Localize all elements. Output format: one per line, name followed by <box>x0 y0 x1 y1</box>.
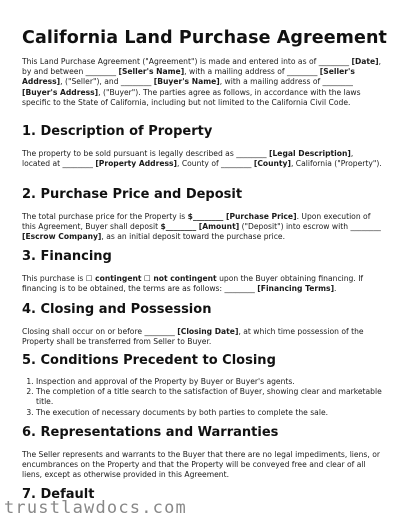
contingent-option: ☐ contingent <box>85 274 142 283</box>
section-5-heading: 5. Conditions Precedent to Closing <box>22 353 276 368</box>
conditions-list <box>22 377 383 418</box>
section-1 <box>22 124 383 169</box>
section-4 <box>22 302 383 347</box>
section-3-text: This purchase is ☐ contingent ☐ not contingent upon the Buyer obtaining financing. If financing is to be obtained, the terms are as follows: ________ [Financing Terms]. <box>22 274 364 294</box>
amount-field: [Amount] <box>198 222 240 232</box>
intro-text: This Land Purchase Agreement ("Agreement") is made and entered into as of ________ [Date], by and between ________ [Seller's Name], with a mailing address of ________ [Seller's Address], ("Seller"), and ________ [Buyer's Name], with a mailing address of ________ [Buyer's Address], ("Buyer"). The parties agree as follows, in accordance with the laws specific to the State of California, including but not limited to the California Civil Code. <box>22 57 382 107</box>
section-6 <box>22 425 383 481</box>
escrow-company-field: [Escrow Company] <box>22 232 102 242</box>
amount-blank: $________ <box>160 222 199 232</box>
date-field: [Date] <box>351 57 379 66</box>
property-address-field: [Property Address] <box>95 159 178 169</box>
intro-paragraph <box>22 57 383 108</box>
financing-terms-field: [Financing Terms] <box>257 284 335 294</box>
buyer-address-field: [Buyer's Address] <box>22 87 99 97</box>
seller-name-field: [Seller's Name] <box>118 67 185 77</box>
purchase-price-field: [Purchase Price] <box>225 212 297 221</box>
legal-description-field: [Legal Description] <box>269 149 351 158</box>
section-2-text: The total purchase price for the Property is $________ [Purchase Price]. Upon execution of this Agreement, Buyer shall deposit $________ [Amount] ("Deposit") into escrow with ________ [Escrow Company], as an initial deposit toward the purchase price. <box>22 212 381 242</box>
section-6-text: The Seller represents and warrants to the Buyer that there are no legal impediments, liens, or encumbrances on the Property and that the Property will be conveyed free and clear of all liens, except as otherwise provided in this Agreement. <box>22 450 380 480</box>
section-5 <box>22 353 383 418</box>
county-field: [County] <box>253 159 291 169</box>
section-1-heading: 1. Description of Property <box>22 124 213 139</box>
not-contingent-option: ☐ not contingent <box>143 274 217 283</box>
buyer-name-field: [Buyer's Name] <box>153 77 220 87</box>
section-4-text: Closing shall occur on or before ________ [Closing Date], at which time possession of the Property shall be transferred from Seller to Buyer. <box>22 327 364 347</box>
seller-address-field: [Seller's Address] <box>22 67 355 87</box>
section-3-heading: 3. Financing <box>22 249 112 264</box>
section-2 <box>22 187 383 243</box>
document-title: California Land Purchase Agreement <box>22 28 388 48</box>
list-item: 1. Inspection and approval of the Property by Buyer or Buyer's agents. <box>36 377 383 387</box>
watermark-text: trustlawdocs.com <box>4 498 187 518</box>
price-blank: $________ <box>187 212 226 221</box>
section-2-heading: 2. Purchase Price and Deposit <box>22 187 243 202</box>
section-4-heading: 4. Closing and Possession <box>22 302 212 317</box>
section-7-heading: 7. Default <box>22 487 95 502</box>
section-6-heading: 6. Representations and Warranties <box>22 425 279 440</box>
section-3 <box>22 249 383 294</box>
list-item: 2. The completion of a title search to the satisfaction of Buyer, showing clear and marketable title. <box>36 387 383 407</box>
closing-date-field: [Closing Date] <box>177 327 239 336</box>
list-item: 3. The execution of necessary documents by both parties to complete the sale. <box>36 408 383 418</box>
section-1-text: The property to be sold pursuant is legally described as ________ [Legal Description], located at ________ [Property Address], County of ________ [County], California ("Property"). <box>22 149 382 169</box>
